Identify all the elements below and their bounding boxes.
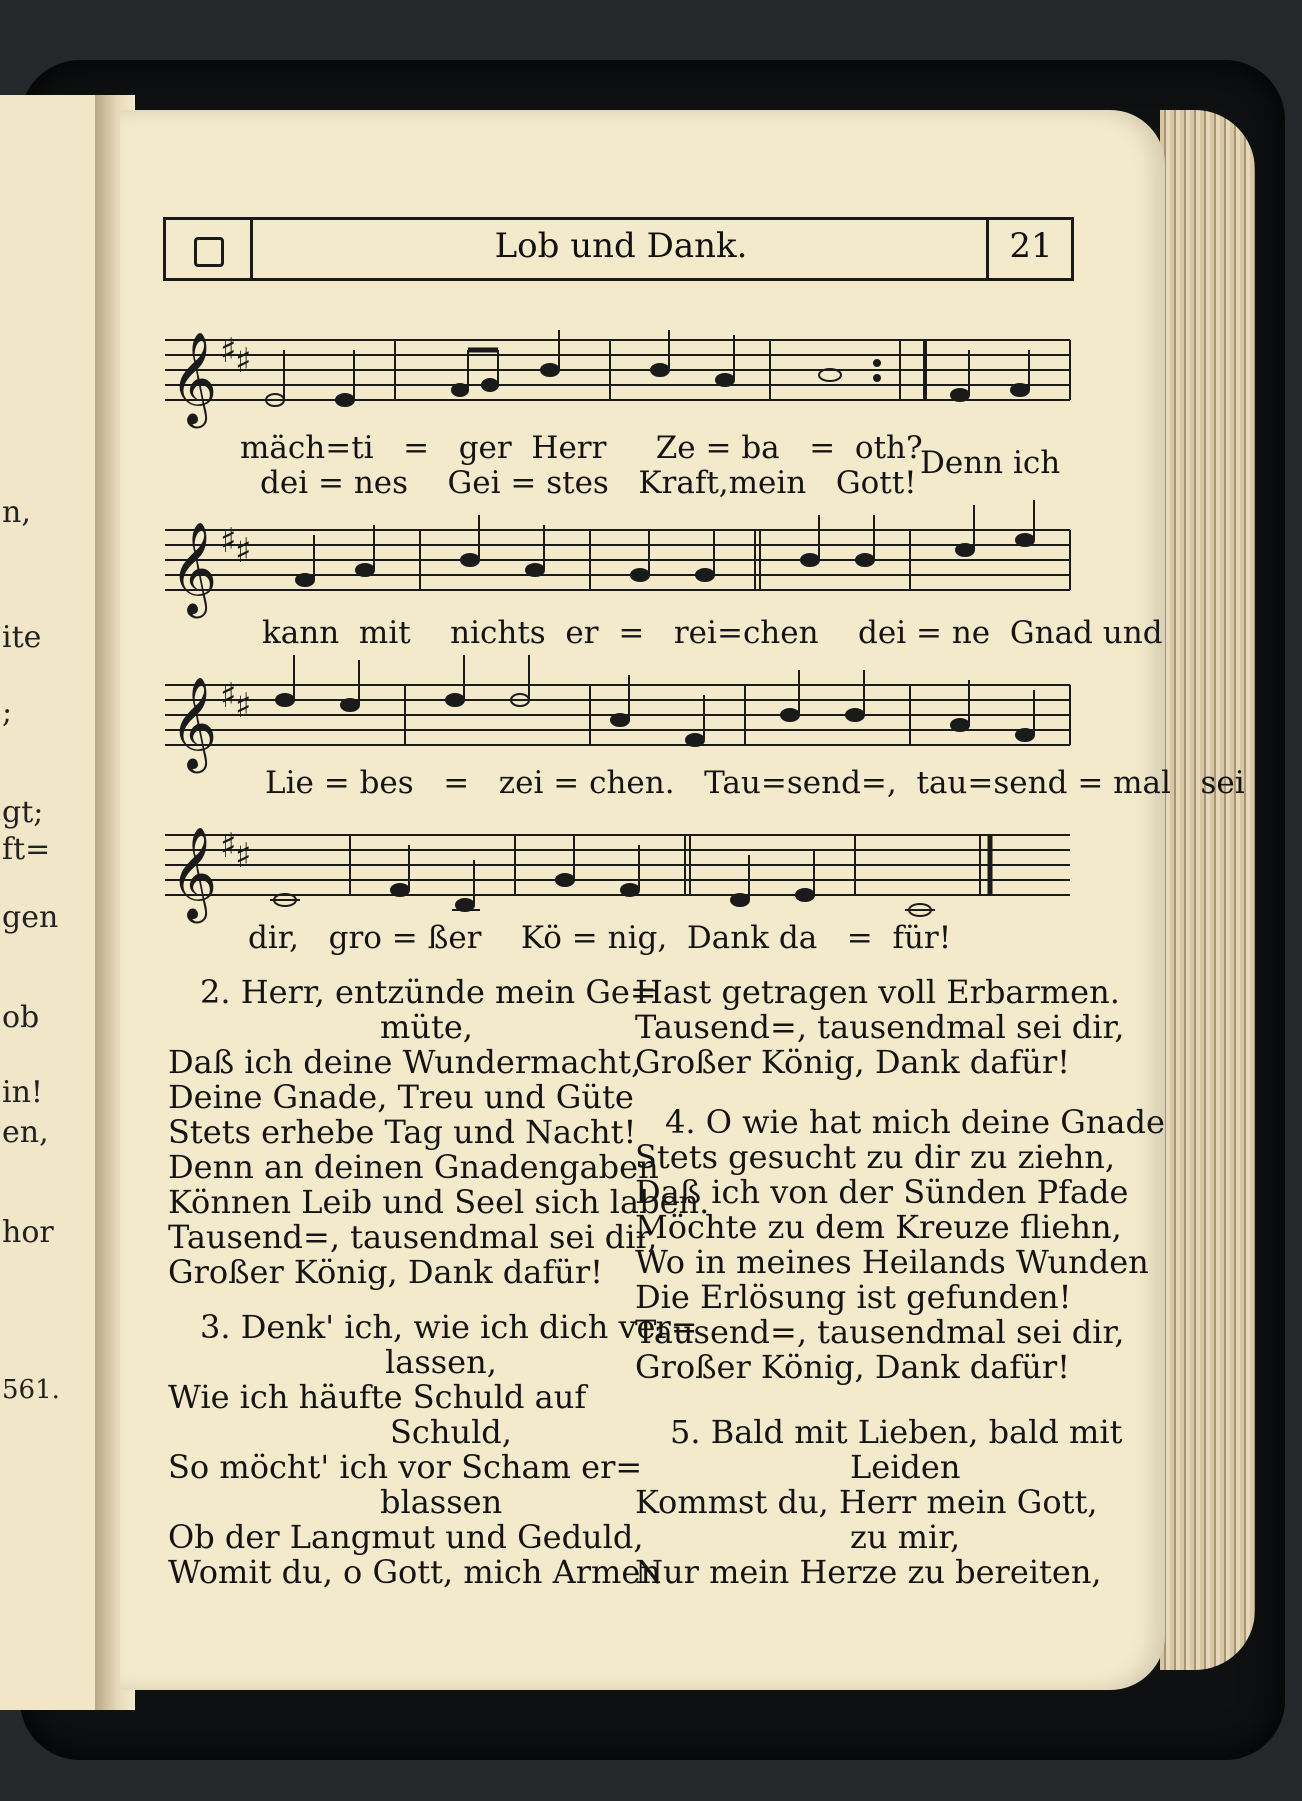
lyric-line-1a: mäch=ti = ger Herr Ze = ba = oth? (240, 430, 923, 466)
verse-line: Leiden (850, 1448, 961, 1486)
verse-line: lassen, (385, 1343, 497, 1381)
verse-line: Möchte zu dem Kreuze fliehn, (635, 1208, 1122, 1246)
verse-line: Schuld, (390, 1413, 512, 1451)
header-divider (986, 220, 989, 278)
header-divider (250, 220, 253, 278)
verse-line: Können Leib und Seel sich laben. (168, 1183, 710, 1221)
left-fragment: en, (2, 1115, 49, 1150)
treble-clef-icon: 𝄞 (170, 331, 218, 424)
verse-line: Hast getragen voll Erbarmen. (635, 973, 1120, 1011)
sharp-icon: ♯ (220, 331, 237, 371)
page-header (163, 217, 1074, 281)
treble-clef-icon: 𝄞 (170, 521, 218, 614)
verse-line: Daß ich von der Sünden Pfade (635, 1173, 1129, 1211)
left-fragment: 561. (2, 1375, 60, 1405)
verse-line: Deine Gnade, Treu und Güte (168, 1078, 634, 1116)
verse-line: Tausend=, tausendmal sei dir, (635, 1313, 1125, 1351)
sharp-icon: ♯ (235, 686, 252, 726)
sharp-icon: ♯ (220, 826, 237, 866)
verse-line: Denn an deinen Gnadengaben (168, 1148, 659, 1186)
square-icon (194, 237, 224, 267)
verse-line: blassen (380, 1483, 503, 1521)
lyric-line-2: kann mit nichts er = rei=chen dei = ne Gnad und (262, 615, 1163, 651)
verse-line: Nur mein Herze zu bereiten, (635, 1553, 1102, 1591)
lyric-line-4: dir, gro = ßer Kö = nig, Dank da = für! (248, 920, 952, 956)
sharp-icon: ♯ (235, 531, 252, 571)
page-title: Lob und Dank. (494, 226, 748, 266)
verse-line: Großer König, Dank dafür! (635, 1043, 1070, 1081)
verse-line: 3. Denk' ich, wie ich dich ver= (200, 1308, 698, 1346)
verse-line: Großer König, Dank dafür! (168, 1253, 603, 1291)
verse-line: Kommst du, Herr mein Gott, (635, 1483, 1098, 1521)
left-fragment: hor (2, 1215, 54, 1250)
page-edges (1160, 110, 1255, 1670)
verse-line: Großer König, Dank dafür! (635, 1348, 1070, 1386)
verse-line: Daß ich deine Wundermacht, (168, 1043, 642, 1081)
verse-line: Ob der Langmut und Geduld, (168, 1518, 644, 1556)
lyric-line-1b: dei = nes Gei = stes Kraft,mein Gott! (260, 465, 917, 501)
treble-clef-icon: 𝄞 (170, 826, 218, 919)
verse-line: 5. Bald mit Lieben, bald mit (670, 1413, 1123, 1451)
left-fragment: ob (2, 1000, 40, 1035)
sharp-icon: ♯ (220, 521, 237, 561)
verse-line: Wo in meines Heilands Wunden (635, 1243, 1149, 1281)
verse-line: Womit du, o Gott, mich Armen (168, 1553, 661, 1591)
verse-line: 4. O wie hat mich deine Gnade (665, 1103, 1165, 1141)
verse-line: Tausend=, tausendmal sei dir, (635, 1008, 1125, 1046)
verse-line: zu mir, (850, 1518, 961, 1556)
sharp-icon: ♯ (235, 341, 252, 381)
verse-line: Wie ich häufte Schuld auf (168, 1378, 587, 1416)
verse-line: Die Erlösung ist gefunden! (635, 1278, 1072, 1316)
treble-clef-icon: 𝄞 (170, 676, 218, 769)
lyric-line-3: Lie = bes = zei = chen. Tau=send=, tau=send = mal sei (265, 765, 1245, 801)
verse-line: müte, (380, 1008, 473, 1046)
left-fragment: n, (2, 495, 31, 530)
verse-line: So möcht' ich vor Scham er= (168, 1448, 643, 1486)
sharp-icon: ♯ (235, 836, 252, 876)
lyric-line-1c: Denn ich (920, 445, 1061, 481)
left-fragment: gt; (2, 795, 44, 830)
left-fragment: in! (2, 1075, 43, 1110)
left-fragment: gen (2, 900, 59, 935)
left-fragment: ft= (2, 832, 51, 867)
left-fragment: ite (2, 620, 42, 655)
page-number: 21 (1009, 226, 1053, 266)
verse-line: Stets erhebe Tag und Nacht! (168, 1113, 637, 1151)
verse-line: Tausend=, tausendmal sei dir, (168, 1218, 658, 1256)
verse-line: 2. Herr, entzünde mein Ge= (200, 973, 657, 1011)
verse-line: Stets gesucht zu dir zu ziehn, (635, 1138, 1116, 1176)
sharp-icon: ♯ (220, 676, 237, 716)
left-fragment: ; (2, 695, 13, 730)
